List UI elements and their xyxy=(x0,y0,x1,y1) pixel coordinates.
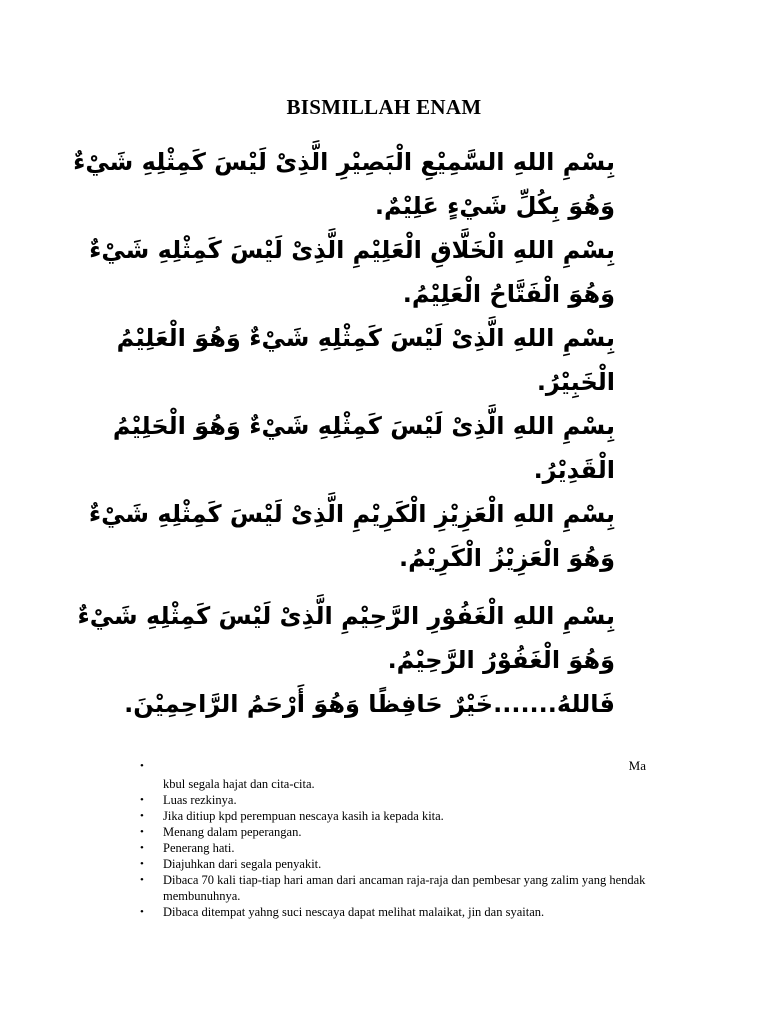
arabic-line: الْقَدِيْرُ. xyxy=(533,456,615,484)
list-item-text: Menang dalam peperangan. xyxy=(163,825,302,839)
bullet-icon: • xyxy=(140,874,144,886)
page-title: BISMILLAH ENAM xyxy=(286,95,482,119)
arabic-line: بِسْمِ اللهِ الَّذِىْ لَيْسَ كَمِثْلِهِ شَيْءٌ وَهُوَ الْحَلِيْمُ xyxy=(112,412,615,440)
list-item-text: kbul segala hajat dan cita-cita. xyxy=(163,777,315,791)
arabic-line: وَهُوَ الْغَفُوْرُ الرَّحِيْمُ. xyxy=(387,646,615,674)
list-item xyxy=(140,758,646,792)
bullet-icon: • xyxy=(140,760,144,772)
list-item xyxy=(140,824,646,840)
list-item-text: Luas rezkinya. xyxy=(163,793,237,807)
bullet-icon: • xyxy=(140,826,144,838)
arabic-prayer-text xyxy=(73,140,615,726)
bullet-icon: • xyxy=(140,906,144,918)
list-item-text: Penerang hati. xyxy=(163,841,235,855)
list-item xyxy=(140,840,646,856)
arabic-line: بِسْمِ اللهِ الْغَفُوْرِ الرَّحِيْمِ الَّذِىْ لَيْسَ كَمِثْلِهِ شَيْءٌ xyxy=(77,602,615,630)
bullet-icon: • xyxy=(140,810,144,822)
arabic-line: بِسْمِ اللهِ الْعَزِيْزِ الْكَرِيْمِ الَّذِىْ لَيْسَ كَمِثْلِهِ شَيْءٌ xyxy=(88,500,615,528)
list-item xyxy=(140,904,646,920)
list-item-text: Dibaca 70 kali tiap-tiap hari aman dari ancaman raja-raja dan pembesar yang zalim yang hendak membunuhnya. xyxy=(163,873,646,903)
list-item-head: Ma xyxy=(628,758,646,773)
arabic-line: وَهُوَ الْعَزِيْزُ الْكَرِيْمُ. xyxy=(398,544,615,572)
arabic-line: بِسْمِ اللهِ الْخَلَّاقِ الْعَلِيْمِ الَّذِىْ لَيْسَ كَمِثْلِهِ شَيْءٌ xyxy=(89,236,615,264)
bullet-icon: • xyxy=(140,794,144,806)
list-item-text: Dibaca ditempat yahng suci nescaya dapat melihat malaikat, jin dan syaitan. xyxy=(163,905,545,919)
benefits-list xyxy=(140,758,646,920)
bullet-icon: • xyxy=(140,842,144,854)
list-item xyxy=(140,856,646,872)
arabic-line: الْخَبِيْرُ. xyxy=(536,368,615,396)
arabic-line: بِسْمِ اللهِ السَّمِيْعِ الْبَصِيْرِ الَّذِىْ لَيْسَ كَمِثْلِهِ شَيْءٌ xyxy=(73,148,615,176)
list-item xyxy=(140,792,646,808)
arabic-line: وَهُوَ بِكُلِّ شَيْءٍ عَلِيْمٌ. xyxy=(374,192,615,220)
arabic-closing-line: فَاللهُ.......خَيْرٌ حَافِظًا وَهُوَ أَرْحَمُ الرَّاحِمِيْنَ. xyxy=(124,690,615,718)
arabic-line: بِسْمِ اللهِ الَّذِىْ لَيْسَ كَمِثْلِهِ شَيْءٌ وَهُوَ الْعَلِيْمُ xyxy=(116,324,615,352)
list-item-text: Diajuhkan dari segala penyakit. xyxy=(163,857,322,871)
bullet-icon: • xyxy=(140,858,144,870)
list-item xyxy=(140,872,646,904)
list-item-text: Jika ditiup kpd perempuan nescaya kasih ia kepada kita. xyxy=(163,809,444,823)
arabic-line: وَهُوَ الْفَتَّاحُ الْعَلِيْمُ. xyxy=(402,280,615,308)
list-item xyxy=(140,808,646,824)
